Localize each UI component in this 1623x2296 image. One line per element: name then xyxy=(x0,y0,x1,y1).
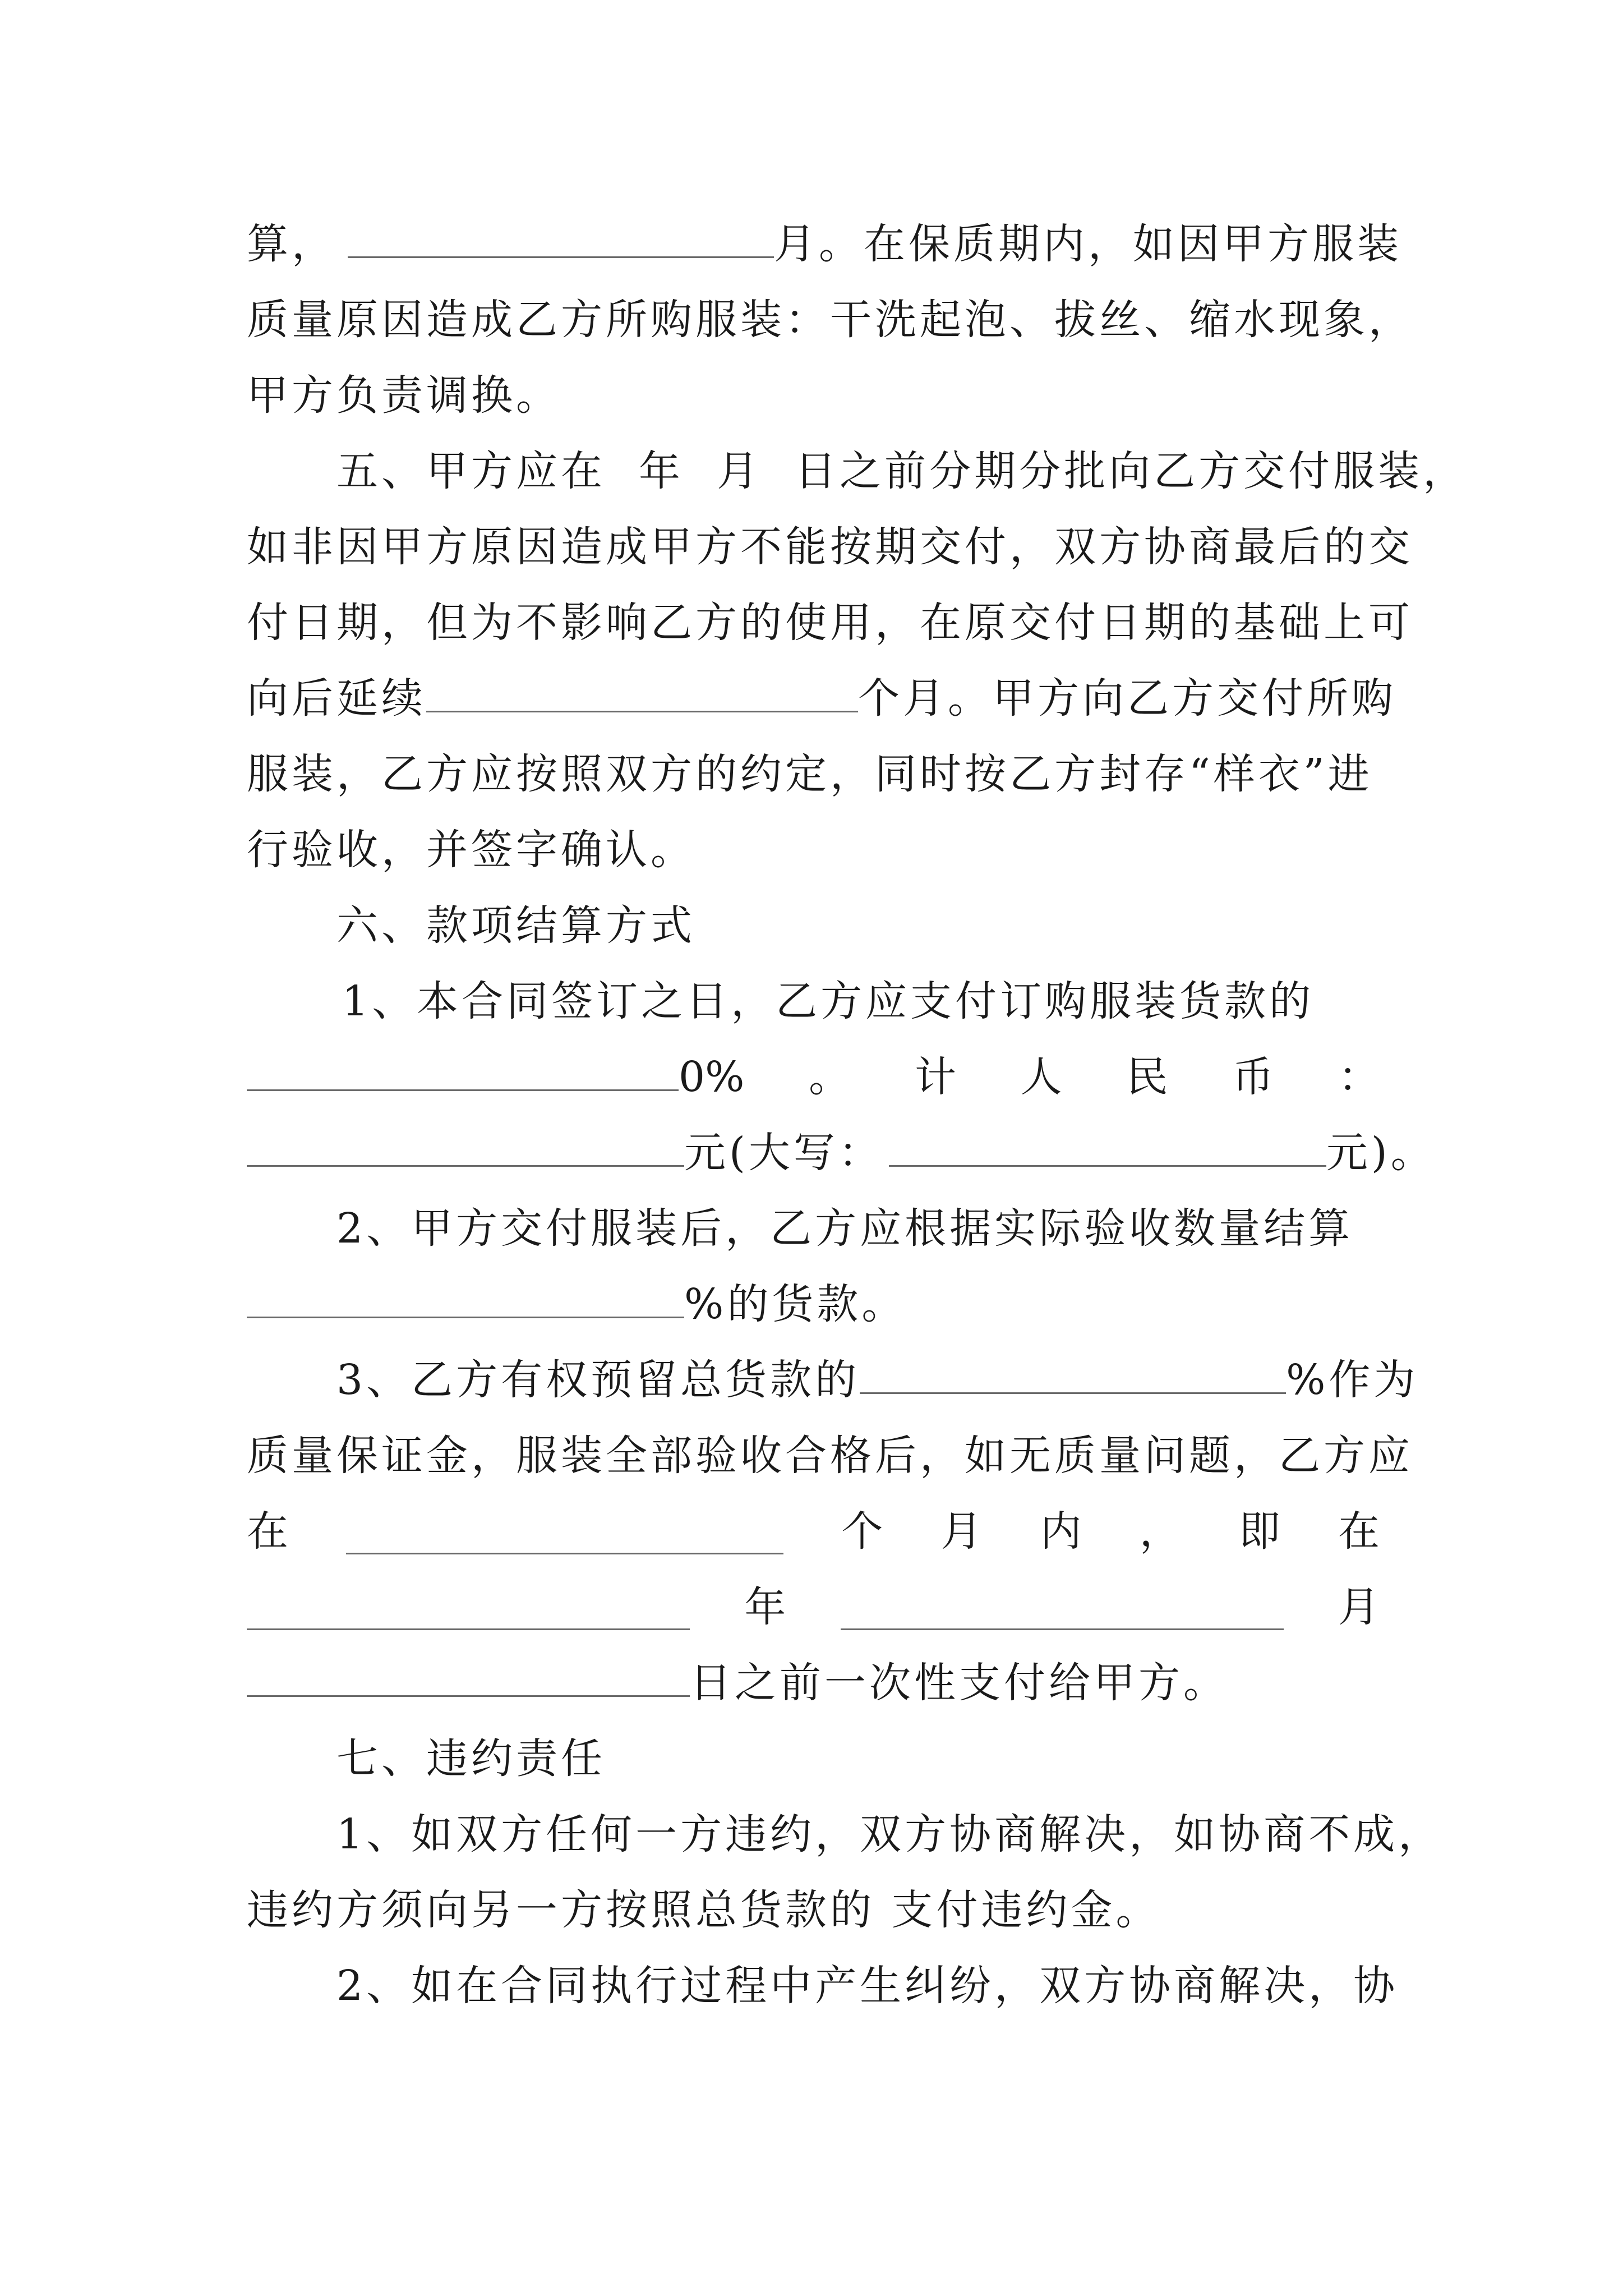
line-text: 服装，乙方应按照双方的约定，同时按乙方封存“样衣”进 xyxy=(247,750,1373,798)
line-text: 个月。甲方向乙方交付所购 xyxy=(858,674,1396,723)
blank-group xyxy=(247,1043,744,1111)
line-text: 元)。 xyxy=(1326,1129,1436,1177)
line-text: %作为 xyxy=(1286,1356,1419,1404)
line-text: 违约方须向另一方按照总货款的 支付违约金。 xyxy=(247,1886,1161,1934)
text-line xyxy=(336,1195,1380,1262)
fill-blank xyxy=(247,1121,684,1167)
section-heading xyxy=(336,892,1380,959)
fill-blank xyxy=(348,213,774,258)
fill-blank xyxy=(247,1651,690,1697)
line-text: ， xyxy=(1139,1507,1181,1556)
text-line xyxy=(336,438,1468,505)
text-line xyxy=(336,1801,1444,1868)
line-text: 日之前一次性支付给甲方。 xyxy=(690,1659,1228,1707)
line-text: 3、乙方有权预留总货款的 xyxy=(336,1356,860,1404)
line-text: ： xyxy=(1338,1053,1380,1101)
line-text: 月 xyxy=(1338,1583,1380,1631)
line-text: 七、违约责任 xyxy=(336,1734,606,1783)
line-text: 月 xyxy=(940,1507,983,1556)
text-line xyxy=(247,1271,1380,1338)
fill-blank xyxy=(889,1121,1326,1167)
line-text: 付日期，但为不影响乙方的使用，在原交付日期的基础上可 xyxy=(247,599,1413,647)
text-line xyxy=(247,1876,1380,1944)
text-line xyxy=(247,362,1380,429)
section-heading xyxy=(336,1725,1380,1792)
line-text: 甲方负责调换。 xyxy=(247,371,561,420)
line-text: 币 xyxy=(1232,1053,1274,1101)
line-text: 六、款项结算方式 xyxy=(336,901,695,950)
text-line xyxy=(247,589,1413,656)
line-text: 。 xyxy=(809,1053,851,1101)
line-text: 算， xyxy=(247,220,336,268)
fill-blank xyxy=(247,1046,679,1091)
text-line xyxy=(247,210,1402,278)
line-text: 在 xyxy=(247,1507,288,1556)
line-text: 质量原因造成乙方所购服装：干洗起泡、拔丝、缩水现象， xyxy=(247,296,1413,344)
fill-blank xyxy=(247,1273,684,1318)
text-line xyxy=(336,1346,1419,1414)
text-line xyxy=(247,513,1413,581)
text-line xyxy=(247,1649,1380,1717)
line-text: 月。在保质期内，如因甲方服装 xyxy=(774,220,1402,268)
text-line xyxy=(342,968,1380,1035)
line-text: 个 xyxy=(841,1507,883,1556)
line-text: %的货款。 xyxy=(684,1280,907,1328)
line-text: 五、甲方应在 年 月 日之前分期分批向乙方交付服装， xyxy=(336,447,1468,495)
line-text: 在 xyxy=(1338,1507,1380,1556)
text-line xyxy=(247,665,1396,732)
text-line xyxy=(247,816,1380,884)
fill-blank xyxy=(247,1585,690,1630)
text-line xyxy=(247,1498,1380,1565)
line-text: 2、如在合同执行过程中产生纠纷，双方协商解决，协 xyxy=(336,1962,1399,2010)
fill-blank xyxy=(346,1509,783,1554)
line-text: 元(大写： xyxy=(684,1129,883,1177)
text-line xyxy=(247,740,1380,808)
text-line xyxy=(247,286,1413,353)
line-text: 质量保证金，服装全部验收合格后，如无质量问题，乙方应 xyxy=(247,1432,1413,1480)
line-text: 行验收，并签字确认。 xyxy=(247,826,695,874)
line-text: 2、甲方交付服装后，乙方应根据实际验收数量结算 xyxy=(336,1204,1354,1253)
fill-blank xyxy=(841,1585,1284,1630)
fill-blank xyxy=(426,667,858,712)
text-line xyxy=(247,1422,1413,1489)
text-line xyxy=(247,1043,1380,1111)
fill-blank xyxy=(860,1349,1286,1394)
line-text: 1、本合同签订之日，乙方应支付订购服装货款的 xyxy=(342,977,1315,1025)
line-text: 向后延续 xyxy=(247,674,426,723)
text-line xyxy=(247,1119,1436,1186)
text-line xyxy=(336,1952,1399,2019)
line-text: 人 xyxy=(1020,1053,1062,1101)
line-text: 内 xyxy=(1040,1507,1082,1556)
line-text: 如非因甲方原因造成甲方不能按期交付，双方协商最后的交 xyxy=(247,523,1413,571)
line-text: 计 xyxy=(914,1053,956,1101)
line-text: 年 xyxy=(744,1583,786,1631)
line-text: 1、如双方任何一方违约，双方协商解决，如协商不成， xyxy=(336,1810,1444,1858)
line-text: 民 xyxy=(1126,1053,1168,1101)
text-line xyxy=(247,1573,1380,1641)
line-text: 0% xyxy=(679,1053,745,1101)
line-text: 即 xyxy=(1238,1507,1280,1556)
